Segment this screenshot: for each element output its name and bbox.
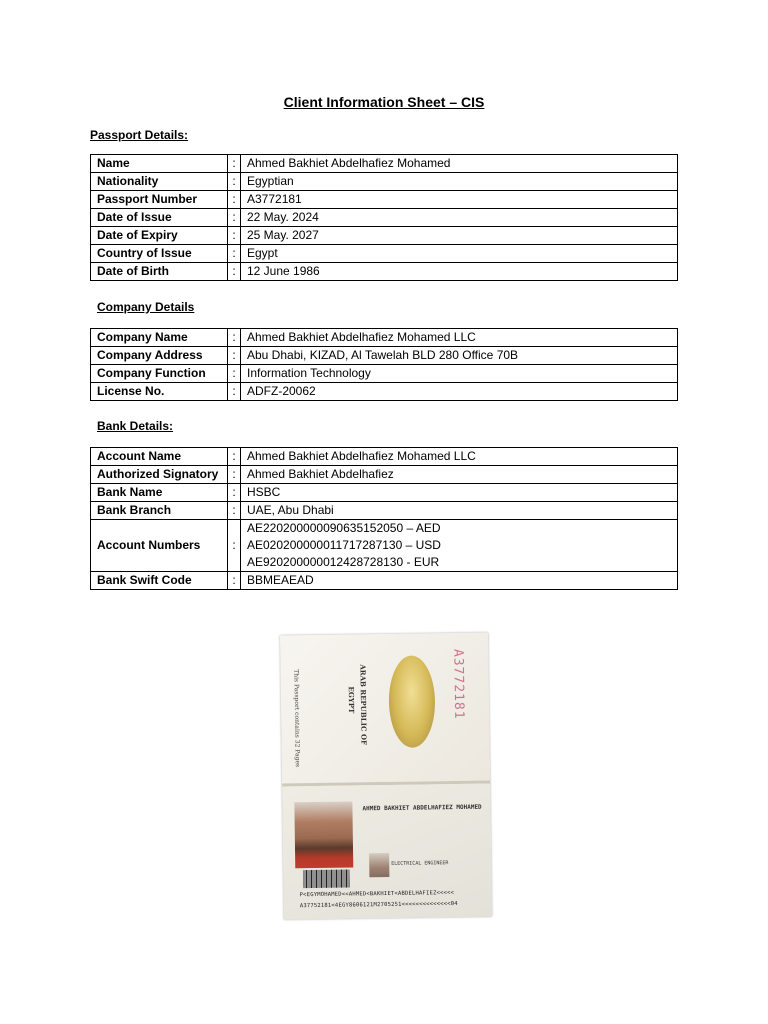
account-number-aed: AE220200000090635152050 – AED [247, 521, 441, 535]
passport-scan-image [280, 633, 492, 920]
passport-emblem-icon [388, 655, 435, 748]
table-row [91, 227, 678, 245]
row-value: 22 May. 2024 [241, 209, 678, 227]
bank-details-table [90, 447, 678, 590]
passport-holder-name: AHMED BAKHIET ABDELHAFIEZ MOHAMED [362, 803, 482, 813]
row-label: Country of Issue [91, 245, 228, 263]
table-row [91, 448, 678, 466]
row-value: Ahmed Bakhiet Abdelhafiez Mohamed LLC [241, 329, 678, 347]
page-title: Client Information Sheet – CIS [283, 94, 485, 110]
row-separator: : [228, 484, 241, 502]
row-separator: : [228, 383, 241, 401]
row-value: Information Technology [241, 365, 678, 383]
row-label: Bank Name [91, 484, 228, 502]
row-value: ADFZ-20062 [241, 383, 678, 401]
row-value: Abu Dhabi, KIZAD, Al Tawelah BLD 280 Office 70B [241, 347, 678, 365]
row-value: A3772181 [241, 191, 678, 209]
row-value: Ahmed Bakhiet Abdelhafiez Mohamed LLC [241, 448, 678, 466]
passport-side-text: This Passport contains 32 Pages [292, 669, 301, 768]
row-label: Date of Expiry [91, 227, 228, 245]
table-row [91, 173, 678, 191]
row-separator: : [228, 502, 241, 520]
table-row [91, 209, 678, 227]
row-separator: : [228, 572, 241, 590]
row-separator: : [228, 329, 241, 347]
passport-cover-page [280, 633, 490, 784]
passport-profession: ELECTRICAL ENGINEER [391, 860, 449, 867]
passport-country-line-2: EGYPT [346, 686, 357, 714]
row-label: Date of Birth [91, 263, 228, 281]
passport-photo [294, 801, 353, 868]
row-label: Date of Issue [91, 209, 228, 227]
passport-ghost-photo [369, 853, 389, 877]
passport-mrz-line-2: A37752181<4EGY8606121M2705251<<<<<<<<<<<<<<04 [299, 901, 458, 910]
row-value: UAE, Abu Dhabi [241, 502, 678, 520]
row-label: Nationality [91, 173, 228, 191]
bank-details-heading: Bank Details: [97, 419, 174, 433]
row-value: Egypt [241, 245, 678, 263]
table-row [91, 383, 678, 401]
company-details-table [90, 328, 678, 401]
table-row [91, 191, 678, 209]
account-number-eur: AE920200000012428728130 - EUR [247, 555, 440, 569]
table-row [91, 155, 678, 173]
table-row [91, 329, 678, 347]
row-label: Company Address [91, 347, 228, 365]
row-separator: : [228, 448, 241, 466]
account-number-usd: AE020200000011717287130 – USD [247, 538, 441, 552]
row-separator: : [228, 191, 241, 209]
passport-data-page [282, 784, 492, 920]
row-label: Authorized Signatory [91, 466, 228, 484]
table-row [91, 466, 678, 484]
company-details-heading: Company Details [97, 300, 195, 314]
row-value: HSBC [241, 484, 678, 502]
row-label: License No. [91, 383, 228, 401]
row-value: BBMEAEAD [241, 572, 678, 590]
row-separator: : [228, 155, 241, 173]
row-label: Passport Number [91, 191, 228, 209]
row-label: Bank Swift Code [91, 572, 228, 590]
table-row [91, 245, 678, 263]
row-separator: : [228, 365, 241, 383]
row-separator: : [228, 520, 241, 572]
table-row [91, 502, 678, 520]
passport-details-heading: Passport Details: [90, 128, 189, 142]
table-row [91, 347, 678, 365]
passport-barcode [303, 870, 349, 889]
row-separator: : [228, 466, 241, 484]
passport-details-table [90, 154, 678, 281]
row-value: Ahmed Bakhiet Abdelhafiez Mohamed [241, 155, 678, 173]
row-separator: : [228, 209, 241, 227]
row-separator: : [228, 245, 241, 263]
row-separator: : [228, 227, 241, 245]
passport-mrz-line-1: P<EGYMOHAMED<<AHMED<BAKHIET<ABDELHAFIEZ<<<<< [299, 890, 455, 899]
row-value: Egyptian [241, 173, 678, 191]
passport-country-line-1: ARAB REPUBLIC OF [358, 664, 369, 746]
account-numbers-value [241, 520, 678, 572]
table-row [91, 572, 678, 590]
row-separator: : [228, 173, 241, 191]
row-label: Name [91, 155, 228, 173]
row-separator: : [228, 347, 241, 365]
row-separator: : [228, 263, 241, 281]
row-value: Ahmed Bakhiet Abdelhafiez [241, 466, 678, 484]
row-label: Company Function [91, 365, 228, 383]
table-row [91, 520, 678, 572]
row-value: 12 June 1986 [241, 263, 678, 281]
table-row [91, 484, 678, 502]
row-label: Bank Branch [91, 502, 228, 520]
row-value: 25 May. 2027 [241, 227, 678, 245]
row-label: Account Numbers [91, 520, 228, 572]
row-label: Account Name [91, 448, 228, 466]
passport-serial: A3772181 [450, 648, 467, 720]
table-row [91, 263, 678, 281]
table-row [91, 365, 678, 383]
row-label: Company Name [91, 329, 228, 347]
